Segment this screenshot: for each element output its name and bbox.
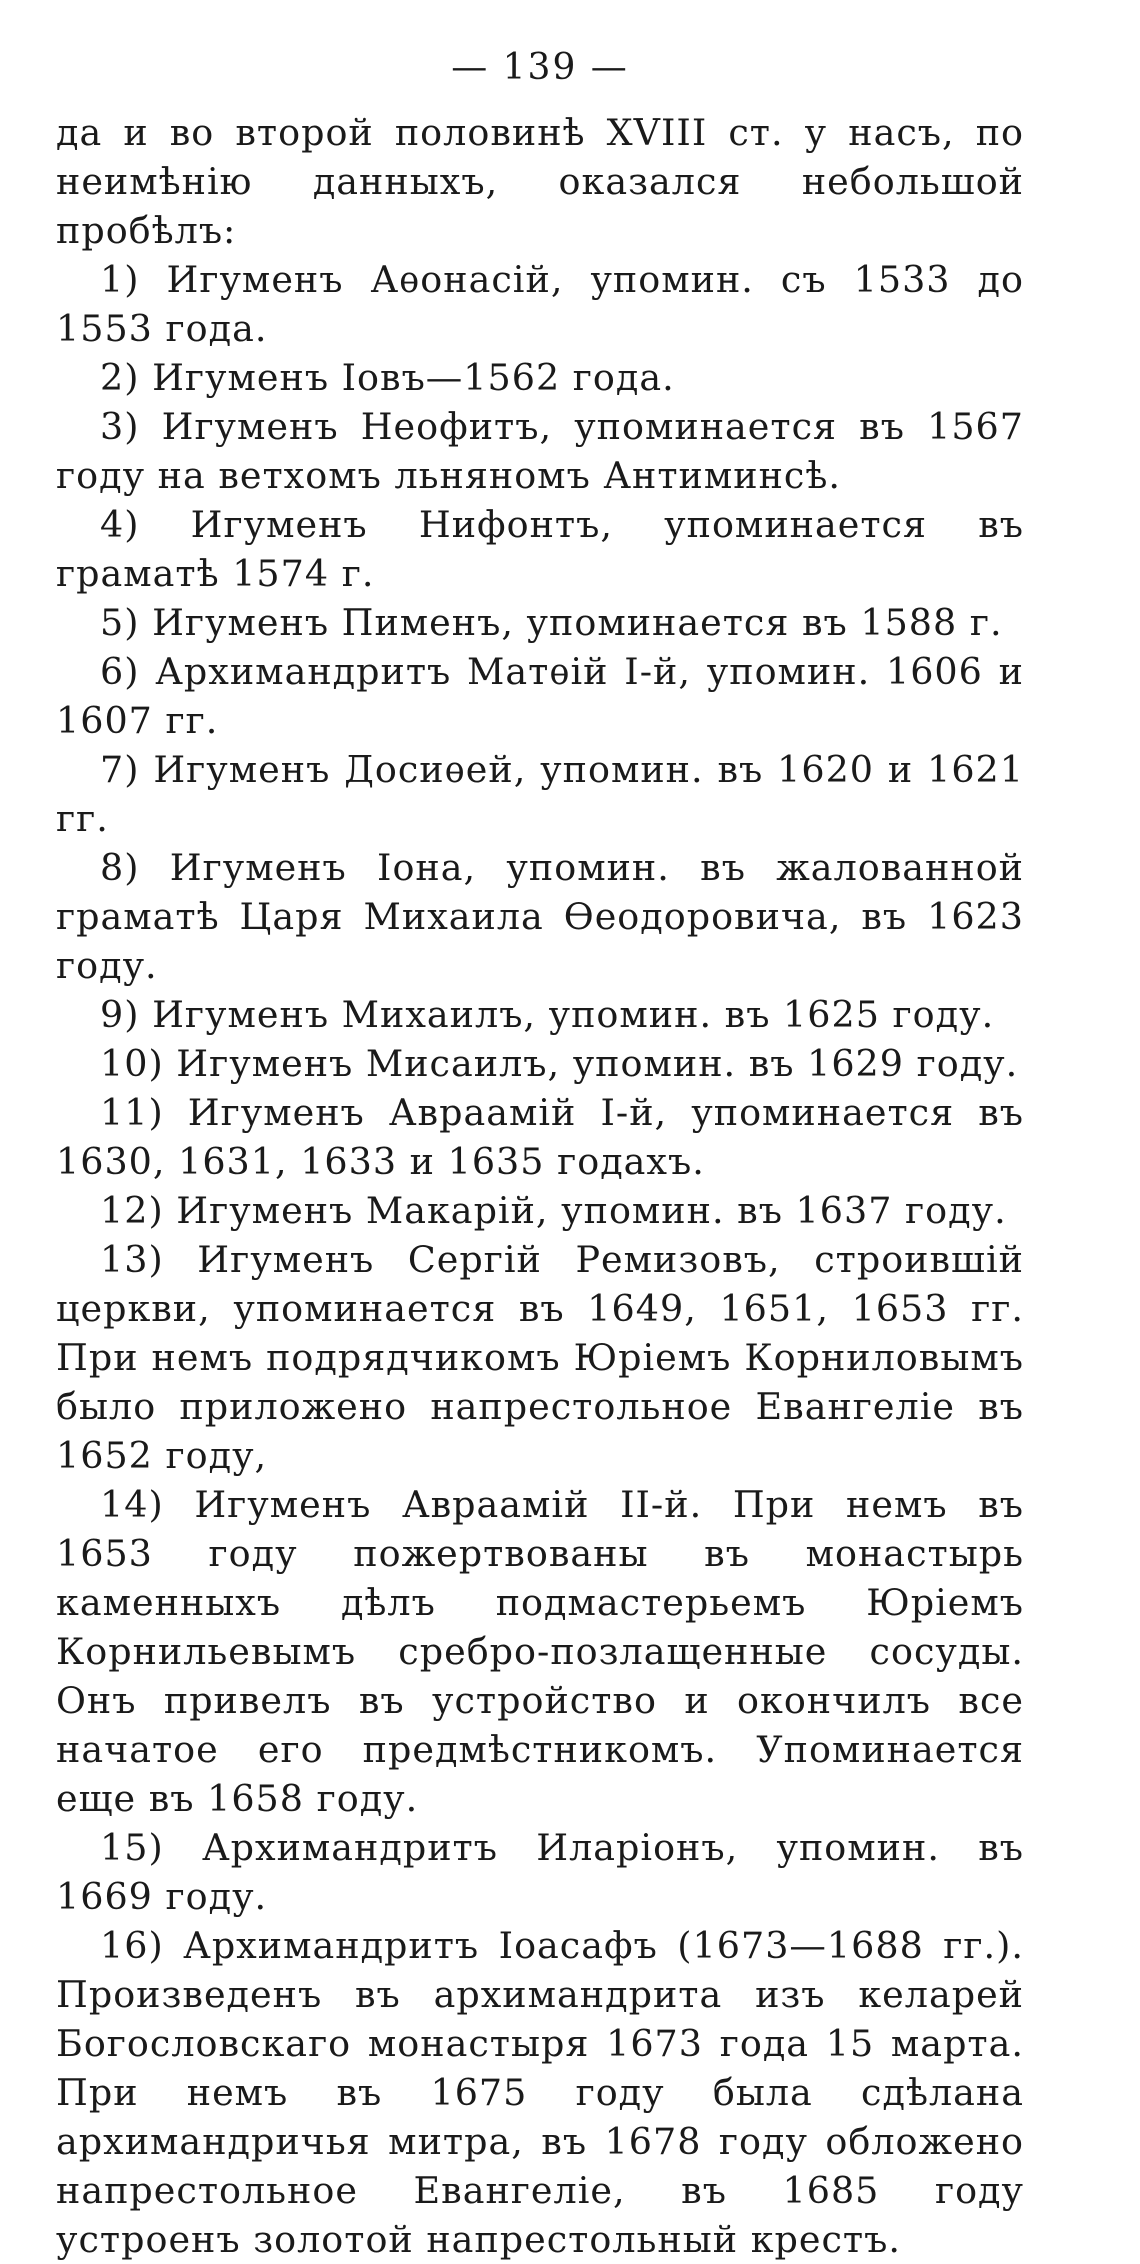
- list-item-1: 1) Игуменъ Аѳонасій, упомин. съ 1533 до 1553 года.: [56, 258, 1024, 350]
- list-item-11: 11) Игуменъ Авраамій I-й, упоминается въ 1630, 1631, 1633 и 1635 годахъ.: [56, 1091, 1024, 1183]
- page-number: — 139 —: [451, 47, 629, 88]
- list-item-15: 15) Архимандритъ Иларіонъ, упомин. въ 1669 году.: [56, 1826, 1024, 1918]
- list-item-9: 9) Игуменъ Михаилъ, упомин. въ 1625 году.: [100, 993, 995, 1036]
- document-page: [56, 44, 1024, 2264]
- list-item-16: 16) Архимандритъ Іоасафъ (1673—1688 гг.). Произведенъ въ архимандрита изъ келарей Богословскаго монастыря 1673 года 15 марта. При немъ въ 1675 году была сдѣлана архимандричья митра, въ 1678 году обложено напрестольное Евангеліе, въ 1685 году устроенъ золотой напрестольный крестъ.: [56, 1924, 1024, 2261]
- list-item-12: 12) Игуменъ Макарій, упомин. въ 1637 году.: [100, 1189, 1007, 1232]
- list-item-6: 6) Архимандритъ Матѳій I-й, упомин. 1606 и 1607 гг.: [56, 650, 1024, 742]
- list-item-4: 4) Игуменъ Нифонтъ, упоминается въ граматѣ 1574 г.: [56, 503, 1024, 595]
- list-item-13: 13) Игуменъ Сергій Ремизовъ, строившій церкви, упоминается въ 1649, 1651, 1653 гг. При немъ подрядчикомъ Юріемъ Корниловымъ было приложено напрестольное Евангеліе въ 1652 году,: [56, 1238, 1024, 1477]
- list-item-8: 8) Игуменъ Іона, упомин. въ жалованной граматѣ Царя Михаила Ѳеодоровича, въ 1623 году.: [56, 846, 1024, 987]
- list-item-14: 14) Игуменъ Авраамій II-й. При немъ въ 1653 году пожертвованы въ монастырь каменныхъ дѣлъ подмастерьемъ Юріемъ Корнильевымъ сребро-позлащенные сосуды. Онъ привелъ въ устройство и окончилъ все начатое его предмѣстникомъ. Упоминается еще въ 1658 году.: [56, 1483, 1024, 1820]
- list-item-3: 3) Игуменъ Неофитъ, упоминается въ 1567 году на ветхомъ льняномъ Антиминсѣ.: [56, 405, 1024, 497]
- list-item-2: 2) Игуменъ Іовъ—1562 года.: [100, 356, 675, 399]
- list-item-7: 7) Игуменъ Досиѳей, упомин. въ 1620 и 1621 гг.: [56, 748, 1024, 840]
- paragraph-intro: да и во второй половинѣ XVIII ст. у насъ, по неимѣнію данныхъ, оказался небольшой пробѣлъ:: [56, 111, 1024, 252]
- list-item-5: 5) Игуменъ Пименъ, упоминается въ 1588 г.: [100, 601, 1003, 644]
- list-item-10: 10) Игуменъ Мисаилъ, упомин. въ 1629 году.: [100, 1042, 1019, 1085]
